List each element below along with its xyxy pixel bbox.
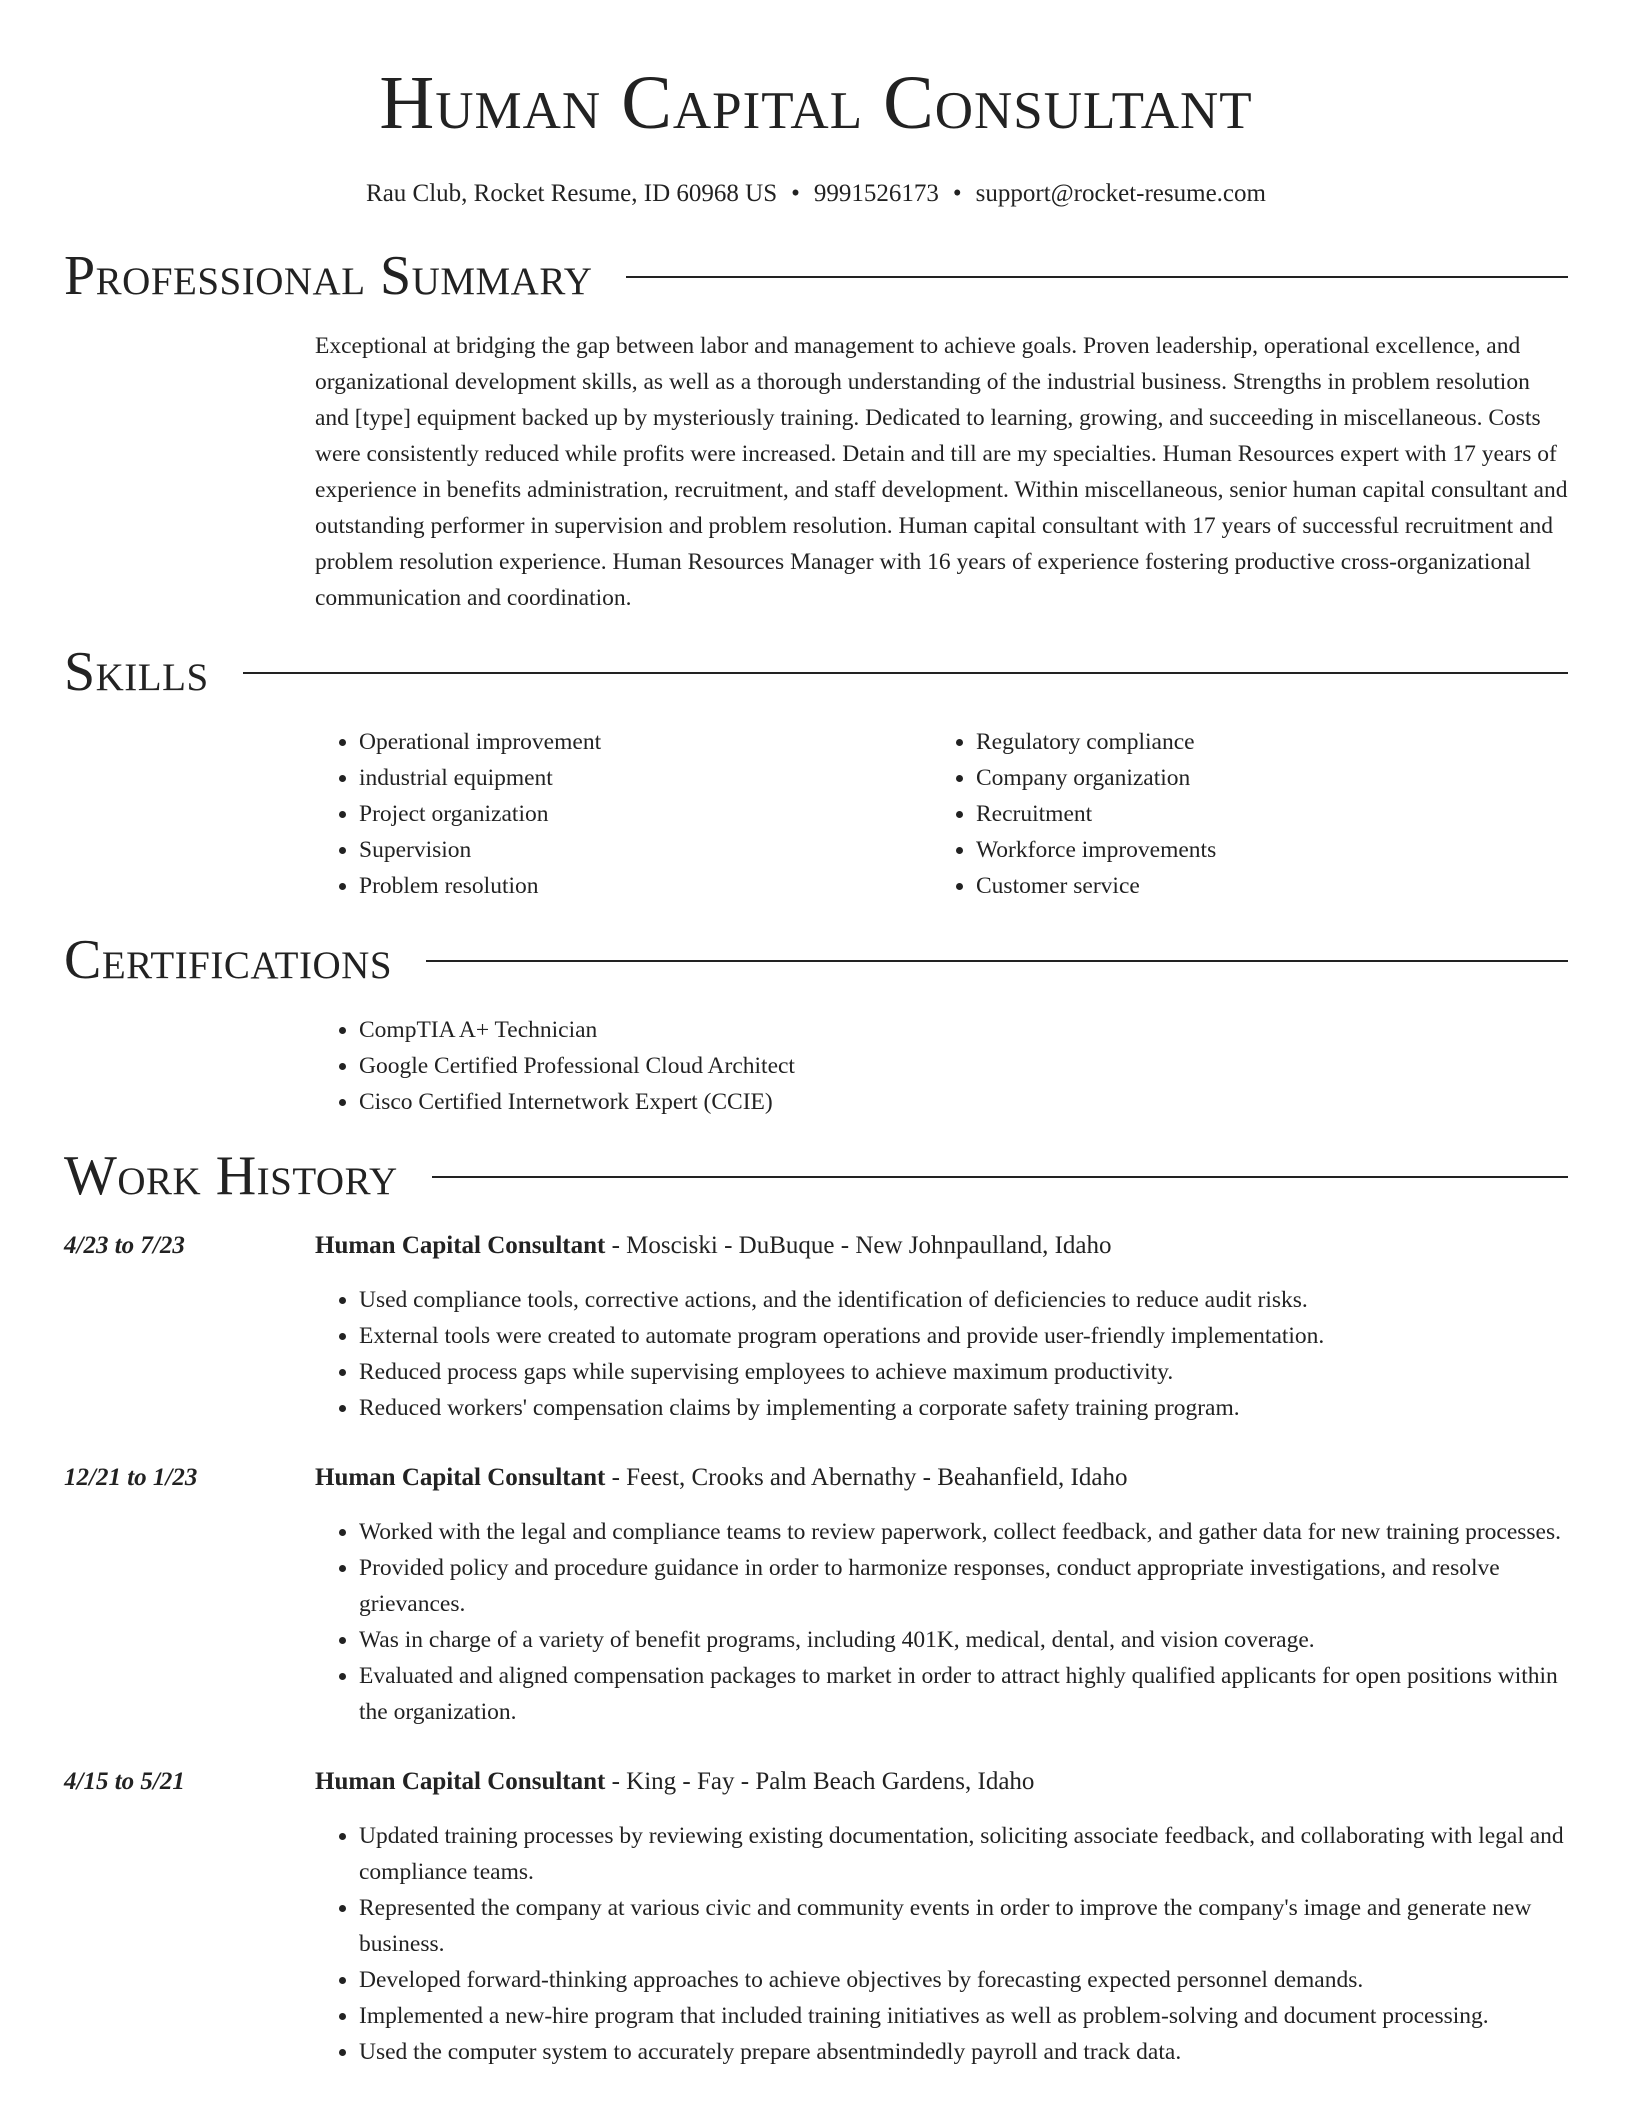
job-title: Human Capital Consultant bbox=[315, 1768, 606, 1795]
candidate-name: Human Capital Consultant bbox=[379, 61, 1253, 145]
certifications-title: Certifications bbox=[64, 929, 393, 991]
job-heading-text bbox=[315, 1228, 1112, 1264]
skill-item: • Recruitment bbox=[976, 796, 1549, 832]
job-bullet: • Reduced process gaps while supervising employees to achieve maximum productivity. bbox=[359, 1354, 1568, 1390]
skills-list-left bbox=[315, 724, 932, 904]
certifications-content bbox=[315, 1012, 1568, 1120]
summary-heading bbox=[64, 246, 1568, 306]
job-bullet: • Implemented a new-hire program that included training initiatives as well as problem-solving and document processing. bbox=[359, 1998, 1568, 2034]
contact-line bbox=[64, 178, 1568, 210]
contact-phone: 9991526173 bbox=[813, 180, 939, 207]
job-bullet: • Used the computer system to accurately prepare absentmindedly payroll and track data. bbox=[359, 2034, 1568, 2070]
job-heading-text bbox=[315, 1764, 1034, 1800]
work-title: Work History bbox=[64, 1145, 398, 1207]
contact-separator: • bbox=[791, 180, 800, 207]
job-details: - King - Fay - Palm Beach Gardens, Idaho bbox=[605, 1768, 1035, 1795]
skills-column-left bbox=[315, 724, 932, 904]
job-details: - Feest, Crooks and Abernathy - Beahanfield, Idaho bbox=[605, 1464, 1128, 1491]
skill-item: • Supervision bbox=[359, 832, 932, 868]
skills-heading bbox=[64, 642, 1568, 702]
skill-item: • industrial equipment bbox=[359, 760, 932, 796]
summary-title: Professional Summary bbox=[64, 245, 593, 307]
contact-separator: • bbox=[952, 180, 962, 207]
summary-content bbox=[315, 328, 1568, 616]
job-bullet: • Developed forward-thinking approaches to achieve objectives by forecasting expected personnel demands. bbox=[359, 1962, 1568, 1998]
summary-text: Exceptional at bridging the gap between labor and management to achieve goals. Proven leadership, operational excellence, and organizational development skills, as well as a thorough understanding of the industrial business. Strengths in problem resolution and [type] equipment backed up by mysteriously training. Dedicated to learning, growing, and succeeding in miscellaneous. Costs were consistently reduced while profits were increased. Detain and till are my specialties. Human Resources expert with 17 years of experience in benefits administration, recruitment, and staff development. Within miscellaneous, senior human capital consultant and outstanding performer in supervision and problem resolution. Human capital consultant with 17 years of successful recruitment and problem resolution experience. Human Resources Manager with 16 years of experience fostering productive cross-organizational communication and coordination. bbox=[315, 333, 1568, 611]
job-bullets bbox=[315, 1514, 1568, 1730]
summary-section bbox=[64, 246, 1568, 616]
section-divider bbox=[243, 672, 1568, 674]
job-bullet: • Reduced workers' compensation claims by implementing a corporate safety training program. bbox=[359, 1390, 1568, 1426]
skill-item: • Problem resolution bbox=[359, 868, 932, 904]
section-divider bbox=[426, 960, 1568, 962]
job-bullet: • Worked with the legal and compliance teams to review paperwork, collect feedback, and gather data for new training processes. bbox=[359, 1514, 1568, 1550]
skills-section bbox=[64, 642, 1568, 904]
section-divider bbox=[432, 1176, 1568, 1178]
job-bullet: • Updated training processes by reviewing existing documentation, soliciting associate feedback, and collaborating with legal and compliance teams. bbox=[359, 1818, 1568, 1890]
certification-item: • CompTIA A+ Technician bbox=[359, 1012, 1568, 1048]
skills-grid bbox=[315, 724, 1568, 904]
job-bullet: • Represented the company at various civic and community events in order to improve the company's image and generate new business. bbox=[359, 1890, 1568, 1962]
job-header bbox=[64, 1460, 1568, 1496]
job-bullet: • Used compliance tools, corrective actions, and the identification of deficiencies to reduce audit risks. bbox=[359, 1282, 1568, 1318]
work-heading bbox=[64, 1146, 1568, 1206]
certification-item: • Cisco Certified Internetwork Expert (CCIE) bbox=[359, 1084, 1568, 1120]
job-bullet: • Evaluated and aligned compensation packages to market in order to attract highly qualified applicants for open positions within the organization. bbox=[359, 1658, 1568, 1730]
job-details: - Mosciski - DuBuque - New Johnpaulland, Idaho bbox=[605, 1232, 1112, 1259]
job-bullet: • Was in charge of a variety of benefit programs, including 401K, medical, dental, and vision coverage. bbox=[359, 1622, 1568, 1658]
job-dates: 4/23 to 7/23 bbox=[64, 1232, 185, 1259]
job-dates: 12/21 to 1/23 bbox=[64, 1464, 198, 1491]
job-entry bbox=[64, 1228, 1568, 1426]
skills-title: Skills bbox=[64, 641, 209, 703]
job-heading-text bbox=[315, 1460, 1127, 1496]
contact-email: support@rocket-resume.com bbox=[975, 180, 1266, 207]
job-dates: 4/15 to 5/21 bbox=[64, 1768, 185, 1795]
job-bullets bbox=[315, 1818, 1568, 2070]
job-bullet: • External tools were created to automate program operations and provide user-friendly implementation. bbox=[359, 1318, 1568, 1354]
skill-item: • Workforce improvements bbox=[976, 832, 1549, 868]
job-bullets bbox=[315, 1282, 1568, 1426]
job-entry bbox=[64, 1460, 1568, 1730]
certifications-list bbox=[315, 1012, 1568, 1120]
skill-item: • Project organization bbox=[359, 796, 932, 832]
section-divider bbox=[626, 276, 1568, 278]
job-header bbox=[64, 1228, 1568, 1264]
skill-item: • Customer service bbox=[976, 868, 1549, 904]
job-title: Human Capital Consultant bbox=[315, 1232, 606, 1259]
skills-column-right bbox=[932, 724, 1549, 904]
resume-page bbox=[64, 0, 1568, 2070]
certification-item: • Google Certified Professional Cloud Architect bbox=[359, 1048, 1568, 1084]
work-section bbox=[64, 1146, 1568, 2070]
job-bullet: • Provided policy and procedure guidance in order to harmonize responses, conduct appropriate investigations, and resolve grievances. bbox=[359, 1550, 1568, 1622]
contact-address: Rau Club, Rocket Resume, ID 60968 US bbox=[366, 180, 778, 207]
skill-item: • Company organization bbox=[976, 760, 1549, 796]
skill-item: • Regulatory compliance bbox=[976, 724, 1549, 760]
job-title: Human Capital Consultant bbox=[315, 1464, 606, 1491]
skill-item: • Operational improvement bbox=[359, 724, 932, 760]
skills-list-right bbox=[932, 724, 1549, 904]
certifications-heading bbox=[64, 930, 1568, 990]
job-entry bbox=[64, 1764, 1568, 2070]
job-header bbox=[64, 1764, 1568, 1800]
certifications-section bbox=[64, 930, 1568, 1120]
